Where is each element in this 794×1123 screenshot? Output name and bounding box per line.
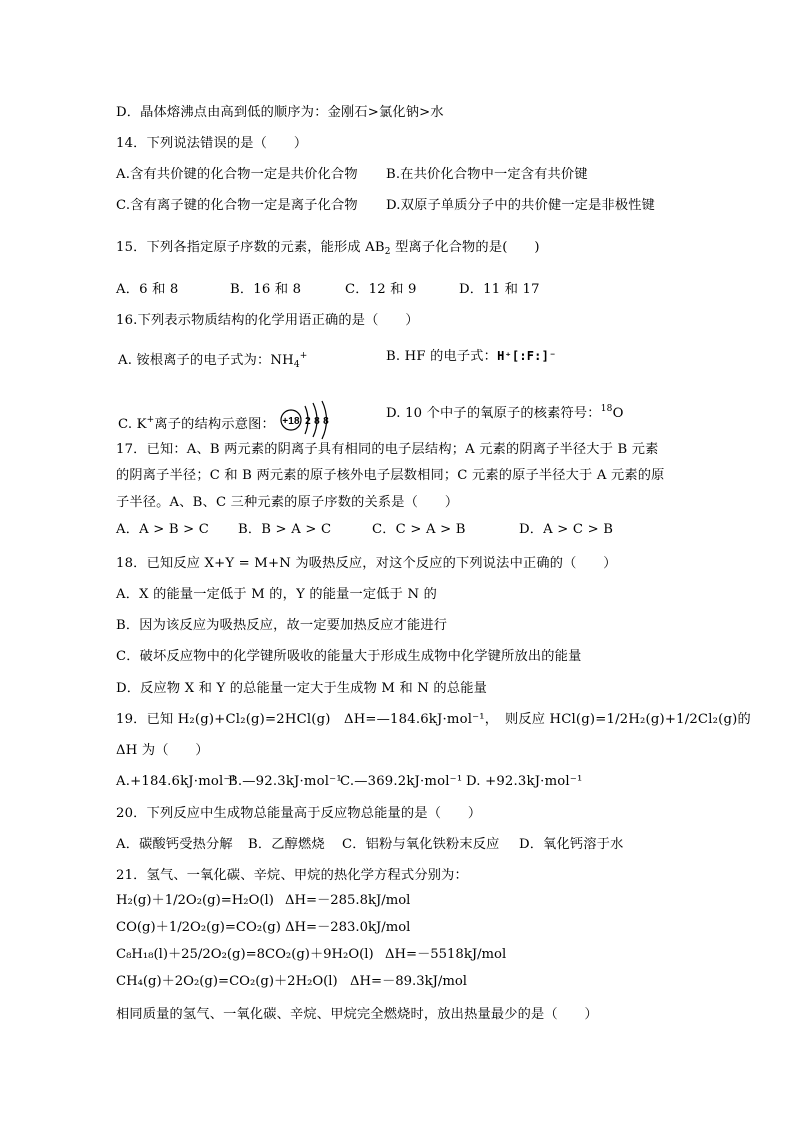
q19-option-c: C.—369.2kJ·mol⁻¹ — [340, 774, 463, 789]
q21-equation-3: C₈H₁₈(l)＋25/2O₂(g)=8CO₂(g)＋9H₂O(l) — [116, 947, 374, 962]
q20-option-d: D．氧化钙溶于水 — [519, 837, 624, 852]
q15-option-c: C．12 和 9 — [345, 282, 417, 297]
q18-option-d: D．反应物 X 和 Y 的总能量一定大于生成物 M 和 N 的总能量 — [116, 681, 487, 696]
q19-option-d: D. +92.3kJ·mol⁻¹ — [466, 774, 583, 789]
q15-stem: 15．下列各指定原子序数的元素，能形成 $AB_2$ 型离子化合物的是( ) — [116, 240, 540, 257]
q21-equation-2: CO(g)＋1/2O₂(g)=CO₂(g) — [116, 920, 281, 935]
q18-stem: 18．已知反应 X+Y = M+N 为吸热反应，对这个反应的下列说法中正确的（ ） — [116, 556, 617, 571]
q17-option-b: B．B > A > C — [238, 522, 332, 537]
q17-option-c: C．C > A > B — [372, 522, 466, 537]
q14-option-b: B.在共价化合物中一定含有共价键 — [386, 167, 588, 182]
q20-option-c: C．铝粉与氧化铁粉末反应 — [342, 837, 500, 852]
nucleus-charge: +18 — [282, 416, 301, 427]
q17-option-a: A．A > B > C — [116, 522, 210, 537]
q20-option-b: B．乙醇燃烧 — [248, 837, 325, 852]
hf-electron-formula: H⁺[:F:]⁻ — [497, 349, 557, 363]
q17-stem-line3: 子半径。A、B、C 三种元素的原子序数的关系是（ ） — [116, 495, 459, 510]
q21-stem: 21．氢气、一氧化碳、辛烷、甲烷的热化学方程式分别为： — [116, 868, 468, 883]
q16-stem: 16.下列表示物质结构的化学用语正确的是（ ） — [116, 313, 419, 328]
q17-stem-line1: 17．已知：A、B 两元素的阴离子具有相同的电子层结构；A 元素的阴离子半径大于 B 元素 — [116, 442, 659, 457]
q18-option-a: A．X 的能量一定低于 M 的，Y 的能量一定低于 N 的 — [116, 587, 437, 602]
q20-stem: 20．下列反应中生成物总能量高于反应物总能量的是（ ） — [116, 806, 482, 821]
q19-stem-line1: 19．已知 H₂(g)+Cl₂(g)=2HCl(g) ΔH=—184.6kJ·mol⁻¹， 则反应 HCl(g)=1/2H₂(g)+1/2Cl₂(g)的 — [116, 712, 751, 727]
q21-dh-2: ΔH=－283.0kJ/mol — [285, 920, 411, 935]
q19-stem-line2: ΔH 为（ ） — [116, 743, 209, 758]
k-ion-structure-diagram — [279, 400, 339, 440]
q20-option-a: A．碳酸钙受热分解 — [116, 837, 233, 852]
q19-option-a: A.+184.6kJ·mol⁻¹ — [116, 774, 237, 789]
q14-option-a: A.含有共价键的化合物一定是共价化合物 — [116, 167, 358, 182]
q15-option-a: A．6 和 8 — [116, 282, 179, 297]
q15-option-d: D．11 和 17 — [459, 282, 540, 297]
q16-option-b: B. HF 的电子式：H⁺[:F:]⁻ — [386, 349, 557, 364]
q21-equation-1: H₂(g)＋1/2O₂(g)=H₂O(l) — [116, 893, 274, 908]
q14-option-d: D.双原子单质分子中的共价健一定是非极性键 — [386, 198, 656, 213]
q19-option-b: B.—92.3kJ·mol⁻¹ — [228, 774, 342, 789]
q21-dh-1: ΔH=－285.8kJ/mol — [285, 893, 411, 908]
q17-option-d: D．A > C > B — [519, 522, 614, 537]
q18-option-b: B．因为该反应为吸热反应，故一定要加热反应才能进行 — [116, 618, 448, 633]
shell-3-electrons: 8 — [323, 416, 330, 427]
q15-option-b: B．16 和 8 — [230, 282, 302, 297]
q18-option-c: C．破坏反应物中的化学键所吸收的能量大于形成生成物中化学键所放出的能量 — [116, 649, 582, 664]
q14-stem: 14．下列说法错误的是（ ） — [116, 136, 308, 151]
q16-option-d: D. 10 个中子的氧原子的核素符号：$^{18}$O — [386, 404, 624, 421]
shell-2-electrons: 8 — [314, 416, 321, 427]
q21-question: 相同质量的氢气、一氧化碳、辛烷、甲烷完全燃烧时，放出热量最少的是（ ） — [116, 1007, 598, 1022]
q16-option-c: C. K+离子的结构示意图： +18 2 8 8 — [118, 400, 339, 440]
shell-1-electrons: 2 — [305, 416, 312, 427]
q13-option-d: D．晶体熔沸点由高到低的顺序为：金刚石>氯化钠>水 — [116, 105, 444, 120]
q21-equation-4: CH₄(g)＋2O₂(g)=CO₂(g)＋2H₂O(l) — [116, 974, 338, 989]
q21-dh-4: ΔH=－89.3kJ/mol — [350, 974, 468, 989]
q16-option-a: A. 铵根离子的电子式为：$NH_4^+$ — [118, 351, 308, 370]
q14-option-c: C.含有离子键的化合物一定是离子化合物 — [116, 198, 358, 213]
q21-dh-3: ΔH=－5518kJ/mol — [385, 947, 507, 962]
q17-stem-line2: 的阴离子半径；C 和 B 两元素的原子核外电子层数相同；C 元素的原子半径大于 A 元素的原 — [116, 468, 665, 483]
